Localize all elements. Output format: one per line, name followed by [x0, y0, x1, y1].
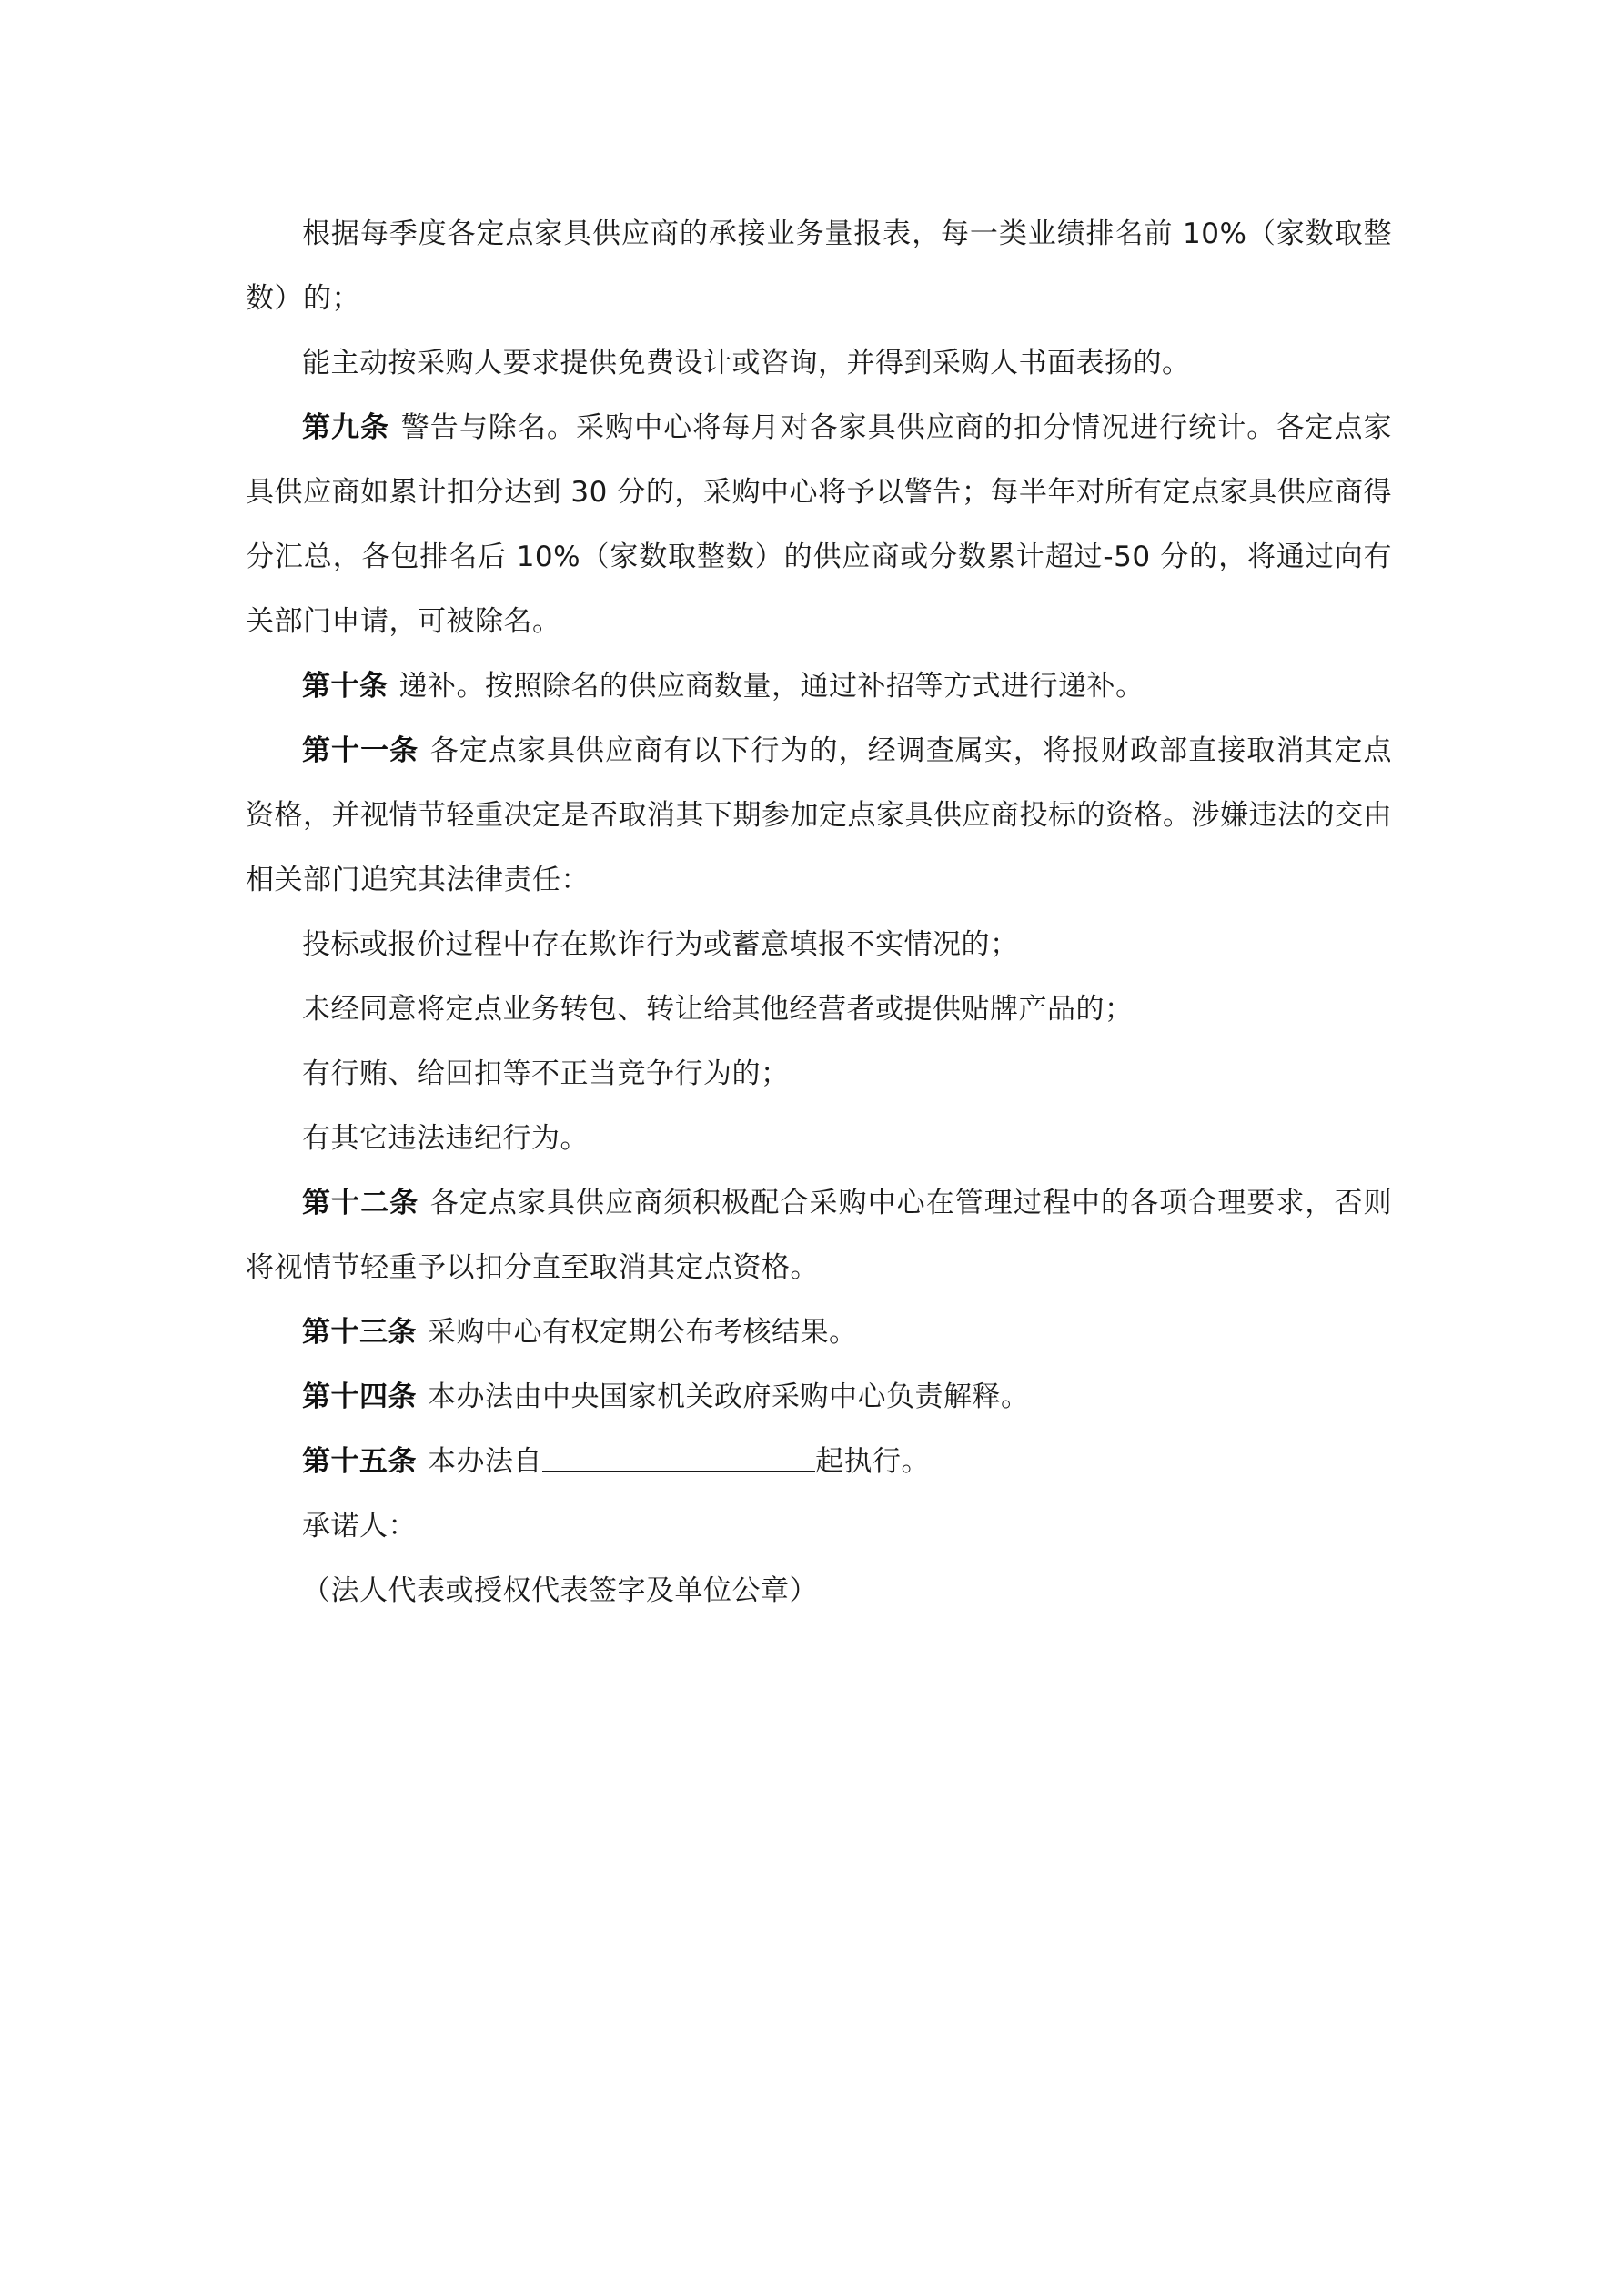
signature-note: （法人代表或授权代表签字及单位公章） — [302, 1574, 818, 1607]
paragraph-performance-ranking: 根据每季度各定点家具供应商的承接业务量报表，每一类业绩排名前 10%（家数取整数）的； — [246, 217, 1392, 315]
article-14-text: 本办法由中央国家机关政府采购中心负责解释。 — [428, 1381, 1030, 1413]
article-14-label: 第十四条 — [302, 1381, 417, 1413]
effective-date-blank — [542, 1470, 815, 1472]
article-9-label: 第九条 — [302, 411, 390, 444]
article-13 — [246, 1300, 1392, 1365]
document-page — [246, 202, 1392, 1623]
article-12-label: 第十二条 — [302, 1187, 419, 1219]
article-12-text: 各定点家具供应商须积极配合采购中心在管理过程中的各项合理要求，否则将视情节轻重予以扣分直至取消其定点资格。 — [246, 1187, 1392, 1284]
article-11-label: 第十一条 — [302, 734, 419, 767]
article-10 — [246, 654, 1392, 719]
article-10-text: 递补。按照除名的供应商数量，通过补招等方式进行递补。 — [398, 670, 1145, 703]
article-15 — [246, 1430, 1392, 1494]
list-item-fraud: 投标或报价过程中存在欺诈行为或蓄意填报不实情况的； — [302, 928, 1019, 961]
article-11-text: 各定点家具供应商有以下行为的，经调查属实，将报财政部直接取消其定点资格，并视情节轻重决定是否取消其下期参加定点家具供应商投标的资格。涉嫌违法的交由相关部门追究其法律责任： — [246, 734, 1392, 896]
list-item-subcontract: 未经同意将定点业务转包、转让给其他经营者或提供贴牌产品的； — [302, 993, 1134, 1026]
paragraph-free-design: 能主动按采购人要求提供免费设计或咨询，并得到采购人书面表扬的。 — [302, 347, 1191, 379]
article-13-label: 第十三条 — [302, 1316, 417, 1349]
article-12 — [246, 1171, 1392, 1300]
article-13-text: 采购中心有权定期公布考核结果。 — [428, 1316, 858, 1349]
article-11 — [246, 719, 1392, 913]
article-14 — [246, 1365, 1392, 1430]
promisor-label: 承诺人： — [302, 1510, 417, 1542]
list-item-other-violations: 有其它违法违纪行为。 — [302, 1122, 589, 1155]
article-10-label: 第十条 — [302, 670, 388, 703]
article-15-label: 第十五条 — [302, 1445, 417, 1478]
article-9-text: 警告与除名。采购中心将每月对各家具供应商的扣分情况进行统计。各定点家具供应商如累计扣分达到 30 分的，采购中心将予以警告；每半年对所有定点家具供应商得分汇总，各包排名后 10%（家数取整数）的供应商或分数累计超过-50 分的，将通过向有关部门申请，可被除名。 — [246, 411, 1393, 638]
article-9 — [246, 396, 1392, 654]
article-15-text-before: 本办法自 — [428, 1445, 542, 1478]
article-15-text-after: 起执行。 — [815, 1445, 930, 1478]
list-item-bribery: 有行贿、给回扣等不正当竞争行为的； — [302, 1057, 790, 1090]
